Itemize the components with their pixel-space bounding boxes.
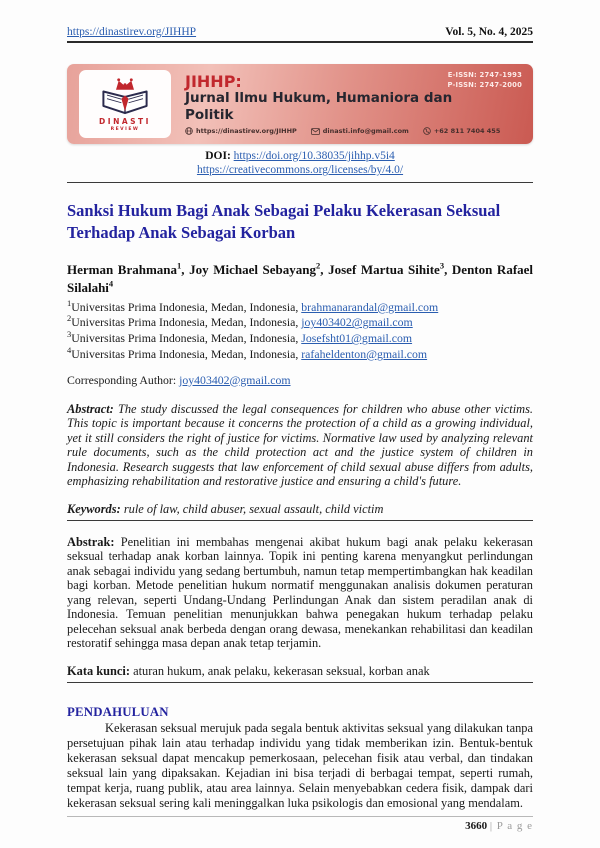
journal-url-link[interactable]: https://dinastirev.org/JIHHP (67, 26, 197, 38)
doi-link[interactable]: https://doi.org/10.38035/jihhp.v5i4 (233, 150, 395, 162)
page-number: 3660 (465, 820, 488, 832)
volume-issue-label: Vol. 5, No. 4, 2025 (445, 26, 533, 38)
author: Denton Rafael Silalahi$^4$ (67, 261, 534, 295)
doi-line (67, 149, 533, 163)
email-icon (311, 128, 320, 135)
doi-label: DOI: (205, 150, 231, 162)
keywords-id (67, 664, 533, 683)
globe-icon (185, 127, 193, 135)
corresponding-label: Corresponding Author: (67, 372, 177, 387)
banner-email (311, 127, 409, 135)
journal-name: Jurnal Ilmu Hukum, Humaniora dan Politik (185, 90, 453, 123)
logo-subtitle: REVIEW (110, 127, 140, 132)
banner-email-text: dinasti.info@gmail.com (322, 127, 409, 136)
affiliation-list (67, 299, 533, 362)
intro-paragraph: Kekerasan seksual merujuk pada segala bentuk aktivitas seksual yang dilakukan tanpa persetujuan pihak lain atau terhadap individu yang tidak memberikan izin. Bentuk-bentuk kekerasan seksual dapat mencakup pemerkosaan, pelecehan fisik atau verbal, dan tindakan seksual lain yang dipaksakan. Kejadian ini bisa terjadi di berbagai tempat, seperti rumah, tempat kerja, ruang publik, atau area lainnya. Selain menyebabkan cedera fisik, dampak dari kekerasan seksual sering kali meninggalkan luka psikologis dan emosional yang mendalam. (67, 720, 533, 811)
banner-website-text: https://dinastirev.org/JIHHP (196, 127, 297, 136)
journal-acronym: JIHHP: (185, 71, 242, 91)
e-issn-label: E-ISSN: 2747-1993 (447, 71, 522, 79)
banner-website (185, 127, 297, 135)
abstract-id-label: Abstrak: (67, 534, 115, 549)
keywords-id-label: Kata kunci: (67, 663, 130, 678)
author-email-link[interactable]: Josefsht01@gmail.com (301, 331, 413, 346)
keywords-id-text: aturan hukum, anak pelaku, kekerasan seksual, korban anak (133, 663, 430, 678)
abstract-id (67, 535, 533, 651)
abstract-en (67, 402, 533, 489)
header-divider (67, 41, 533, 43)
page-number-line (67, 820, 533, 832)
section-heading-pendahuluan: PENDAHULUAN (67, 704, 169, 719)
page-footer (67, 816, 533, 832)
license-line (67, 163, 533, 177)
author-email-link[interactable]: rafaheldenton@gmail.com (301, 346, 428, 361)
page-header (67, 26, 533, 38)
logo-name: DINASTI (99, 117, 151, 126)
footer-divider (67, 816, 533, 817)
corresponding-email-link[interactable]: joy403402@gmail.com (179, 372, 291, 387)
affiliation-row: $^4$Universitas Prima Indonesia, Medan, Indonesia, rafaheldenton@gmail.com (67, 344, 428, 361)
abstract-en-text: The study discussed the legal consequences for children who abuse other victims. This topic is important because it concerns the protection of a child as a growing individual, yet it still considers the right of justice for victims. Normative law used by analyzing relevant rule documents, such as the child protection act and the justice system of children in Indonesia. Research suggests that law enforcement of child sexual abuse differs from adults, emphasizing rehabilitation and restorative justice and ensuring a child's future. (67, 401, 533, 489)
author: Herman Brahmana$^1$, (67, 260, 190, 277)
keywords-en (67, 502, 533, 521)
affiliation-row: $^2$Universitas Prima Indonesia, Medan, Indonesia, joy403402@gmail.com (67, 313, 413, 330)
affiliation-row: $^1$Universitas Prima Indonesia, Medan, Indonesia, brahmanarandal@gmail.com (67, 297, 439, 314)
journal-banner (67, 64, 533, 144)
author: Joy Michael Sebayang$^2$, (189, 260, 329, 277)
issn-block (447, 71, 522, 91)
keywords-en-label: Keywords: (67, 501, 121, 516)
abstract-en-label: Abstract: (67, 401, 114, 416)
phone-icon (423, 127, 431, 135)
license-link[interactable]: https://creativecommons.org/licenses/by/4.0/ (196, 164, 404, 177)
dinasti-logo (79, 70, 171, 138)
article-title: Sanksi Hukum Bagi Anak Sebagai Pelaku Kekerasan Seksual Terhadap Anak Sebagai Korban (67, 200, 501, 242)
abstract-id-text: Penelitian ini membahas mengenai akibat hukum bagi anak pelaku kekerasan seksual terhadap anak korban lainnya. Topik ini penting karena menyangkut perlindungan anak sebagai individu yang sedang bertumbuh, namun tetap mempertimbangkan hak keadilan bagi korban. Metode penelitian hukum normatif menggunakan analisis dokumen peraturan yang relevan, seperti Undang-Undang Perlindungan Anak dan sistem peradilan anak di Indonesia. Temuan penelitian menunjukkan bahwa penegakan hukum terhadap pelaku pelecehan seksual anak berbeda dengan orang dewasa, menekankan rehabilitasi dan keadilan restoratif sehingga masa depan anak tetap terjamin. (67, 534, 533, 651)
banner-phone (423, 127, 501, 135)
author-email-link[interactable]: joy403402@gmail.com (301, 315, 413, 330)
keywords-en-text: rule of law, child abuser, sexual assault, child victim (123, 501, 384, 516)
doi-divider (67, 182, 533, 183)
crown-book-icon (98, 76, 152, 116)
author-list (67, 260, 533, 296)
banner-contact-row (185, 127, 523, 135)
author-email-link[interactable]: brahmanarandal@gmail.com (301, 299, 439, 314)
author: Josef Martua Sihite$^3$, (328, 260, 452, 277)
banner-phone-text: +62 811 7404 455 (433, 127, 501, 136)
corresponding-author-line (67, 373, 533, 388)
page-word: | P a g e (489, 820, 533, 832)
doi-block (67, 149, 533, 178)
p-issn-label: P-ISSN: 2747-2000 (447, 80, 522, 89)
affiliation-row: $^3$Universitas Prima Indonesia, Medan, Indonesia, Josefsht01@gmail.com (67, 329, 413, 346)
